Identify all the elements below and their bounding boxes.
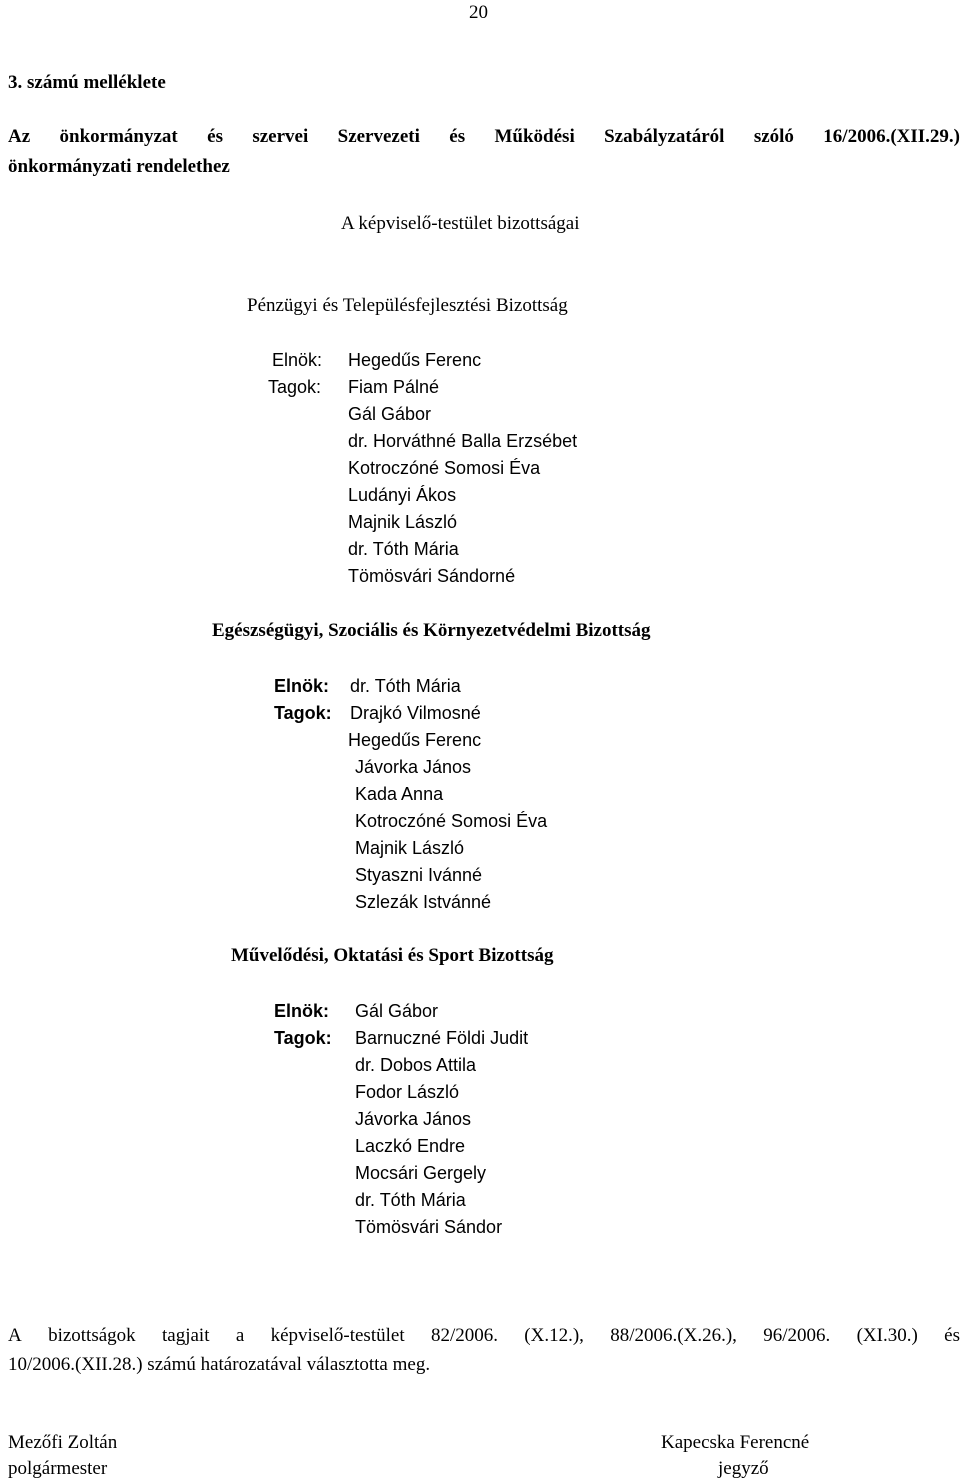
closing-paragraph <box>8 1321 960 1379</box>
committee-1-chair: Hegedűs Ferenc <box>348 350 482 370</box>
committee-1-member: Tömösvári Sándorné <box>348 566 516 586</box>
committee-3-member: Fodor László <box>355 1082 460 1102</box>
intro-word: Az <box>8 126 31 147</box>
committee-3-chair: Gál Gábor <box>355 1001 439 1021</box>
committee-3-member: dr. Dobos Attila <box>355 1055 477 1075</box>
committee-3-member: dr. Tóth Mária <box>355 1190 466 1210</box>
intro-word: szervei <box>252 126 309 147</box>
committee-3-member: Barnuczné Földi Judit <box>355 1028 529 1048</box>
committee-1-member: dr. Tóth Mária <box>348 539 459 559</box>
committee-3-member: Tömösvári Sándor <box>355 1217 503 1237</box>
intro-line-2: önkormányzati rendelethez <box>8 156 230 177</box>
intro-word: 16/2006.(XII.29.) <box>823 126 960 147</box>
committee-2-members-label: Tagok: <box>274 703 332 723</box>
committee-2-member: Majnik László <box>355 838 465 858</box>
committee-1-member: dr. Horváthné Balla Erzsébet <box>348 431 578 451</box>
committee-2-chair-label: Elnök: <box>274 676 330 696</box>
intro-word: szóló <box>753 126 794 147</box>
closing-word: a <box>235 1325 245 1346</box>
annex-title: 3. számú melléklete <box>8 72 166 93</box>
intro-word: Szervezeti <box>337 126 420 147</box>
committee-1-member: Kotroczóné Somosi Éva <box>348 458 541 478</box>
signature-right-title: jegyző <box>718 1458 769 1479</box>
committee-3-member: Mocsári Gergely <box>355 1163 487 1183</box>
committee-2-member: Jávorka János <box>355 757 472 777</box>
signature-left-title: polgármester <box>8 1458 108 1479</box>
committee-3-member: Jávorka János <box>355 1109 472 1129</box>
committee-3-members-label: Tagok: <box>274 1028 332 1048</box>
intro-word: önkormányzat <box>59 126 178 147</box>
committee-2-member: Hegedűs Ferenc <box>348 730 482 750</box>
closing-line-2: 10/2006.(XII.28.) számú határozatával választotta meg. <box>8 1354 431 1375</box>
committee-2-title: Egészségügyi, Szociális és Környezetvédelmi Bizottság <box>212 620 651 641</box>
intro-word: Szabályzatáról <box>604 126 725 147</box>
closing-word: képviselő-testület <box>270 1325 405 1346</box>
committee-1-member: Gál Gábor <box>348 404 432 424</box>
committee-3-title: Művelődési, Oktatási és Sport Bizottság <box>231 945 554 966</box>
intro-paragraph <box>8 122 960 182</box>
closing-word: 96/2006. <box>763 1325 831 1346</box>
intro-word: és <box>207 126 223 147</box>
committee-1-chair-label: Elnök: <box>272 350 323 370</box>
closing-word: A <box>8 1325 22 1346</box>
committee-2-member: Kotroczóné Somosi Éva <box>355 811 548 831</box>
closing-word: (X.12.), <box>524 1325 584 1346</box>
committee-3-member: Laczkó Endre <box>355 1136 466 1156</box>
closing-word: (XI.30.) <box>856 1325 918 1346</box>
closing-word: és <box>944 1325 960 1346</box>
committee-1-members-label: Tagok: <box>268 377 322 397</box>
intro-line-1 <box>8 122 960 152</box>
closing-word: tagjait <box>162 1325 210 1346</box>
committee-3-chair-label: Elnök: <box>274 1001 330 1021</box>
intro-word: Működési <box>494 126 575 147</box>
closing-word: bizottságok <box>48 1325 136 1346</box>
committee-1-title: Pénzügyi és Településfejlesztési Bizottság <box>247 295 568 316</box>
page-heading: A képviselő-testület bizottságai <box>341 213 580 234</box>
committee-2-chair: dr. Tóth Mária <box>350 676 461 696</box>
signature-right-name: Kapecska Ferencné <box>661 1432 810 1453</box>
closing-word: 82/2006. <box>430 1325 498 1346</box>
closing-line-1 <box>8 1321 960 1350</box>
committee-1-member: Fiam Pálné <box>348 377 440 397</box>
closing-word: 88/2006.(X.26.), <box>610 1325 737 1346</box>
page-number: 20 <box>469 2 488 23</box>
committee-2-member: Styaszni Ivánné <box>355 865 483 885</box>
committee-1-member: Ludányi Ákos <box>348 485 457 505</box>
committee-2-member: Kada Anna <box>355 784 444 804</box>
committee-2-member: Drajkó Vilmosné <box>350 703 481 723</box>
committee-2-member: Szlezák Istvánné <box>355 892 492 912</box>
signature-left-name: Mezőfi Zoltán <box>8 1432 118 1453</box>
intro-word: és <box>449 126 466 147</box>
committee-1-member: Majnik László <box>348 512 458 532</box>
